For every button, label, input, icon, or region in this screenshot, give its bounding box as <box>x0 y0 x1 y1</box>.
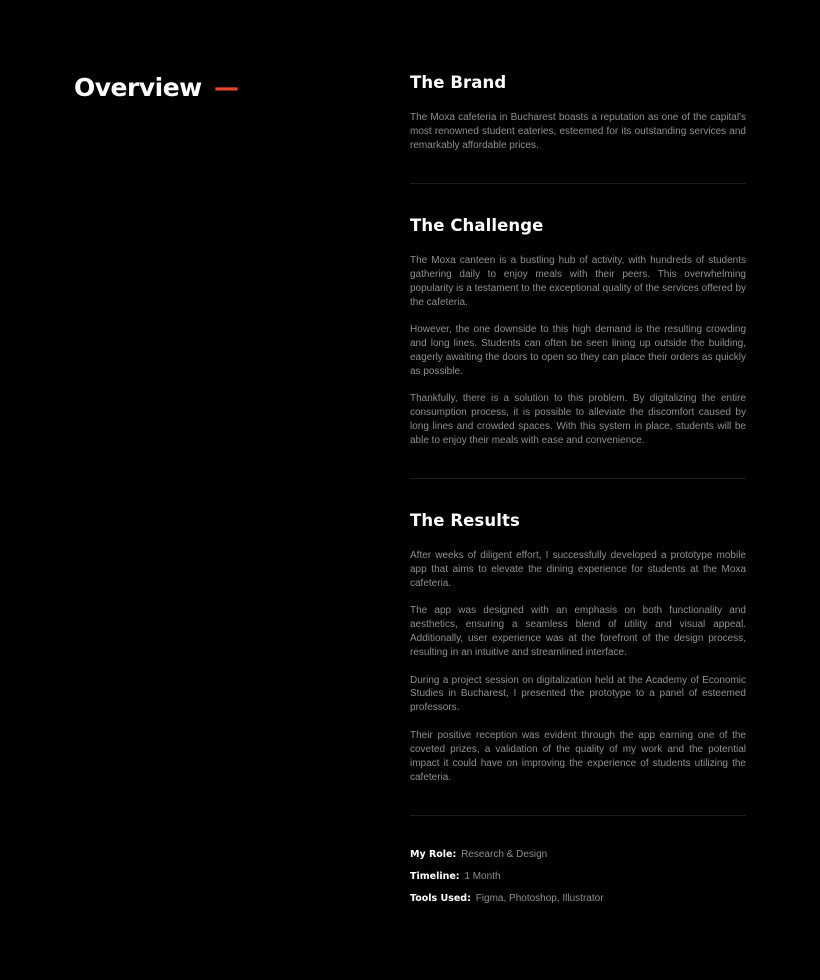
results-section <box>410 510 746 784</box>
brand-paragraph-1: The Moxa cafeteria in Bucharest boasts a reputation as one of the capital's most renowned student eateries, esteemed for its outstanding services and remarkably affordable prices. <box>410 112 746 151</box>
divider-1 <box>410 183 746 184</box>
accent-dash: — <box>213 73 239 102</box>
results-title: The Results <box>410 511 520 530</box>
tools-label: Tools Used: <box>410 893 471 904</box>
results-paragraph-1: After weeks of diligent effort, I successfully developed a prototype mobile app that aims to elevate the dining experience for students at the Moxa cafeteria. <box>410 550 746 589</box>
results-paragraph-4: Their positive reception was evident through the app earning one of the coveted prizes, a validation of the quality of my work and the potential impact it could have on improving the experience of students utilizing the cafeteria. <box>410 729 746 783</box>
challenge-section <box>410 215 746 448</box>
role-value: Research & Design <box>461 849 548 860</box>
challenge-paragraph-1: The Moxa canteen is a bustling hub of activity, with hundreds of students gathering daily to enjoy meals with their peers. This overwhelming popularity is a testament to the exceptional quality of the services offered by the cafeteria. <box>410 255 746 308</box>
tools-value: Figma, Photoshop, Illustrator <box>475 893 604 904</box>
results-paragraph-3: During a project session on digitalization held at the Academy of Economic Studies in Bucharest, I presented the prototype to a panel of esteemed professors. <box>410 674 746 714</box>
challenge-paragraph-3: Thankfully, there is a solution to this problem. By digitalizing the entire consumption process, it is possible to alleviate the discomfort caused by long lines and crowded spaces. With this system in place, students will be able to enjoy their meals with ease and convenience. <box>410 393 746 446</box>
divider-2 <box>410 478 746 479</box>
brand-title: The Brand <box>410 73 507 92</box>
brand-section <box>410 72 746 153</box>
timeline-label: Timeline: <box>410 871 460 882</box>
challenge-paragraph-2: However, the one downside to this high demand is the resulting crowding and long lines. Students can often be seen lining up outside the building, eagerly awaiting the doors to open so they can place their orders as quickly as possible. <box>410 324 746 377</box>
page-title <box>74 72 238 104</box>
overview-title: Overview <box>74 73 202 102</box>
challenge-title: The Challenge <box>410 216 544 235</box>
timeline-row <box>410 870 501 884</box>
tools-row <box>410 892 604 906</box>
results-paragraph-2: The app was designed with an emphasis on both functionality and aesthetics, ensuring a seamless blend of utility and visual appeal. Additionally, user experience was at the forefront of the design process, resulting in an intuitive and streamlined interface. <box>410 605 746 658</box>
role-row <box>410 848 547 862</box>
role-label: My Role: <box>410 849 457 860</box>
divider-3 <box>410 815 746 816</box>
timeline-value: 1 Month <box>464 871 501 882</box>
